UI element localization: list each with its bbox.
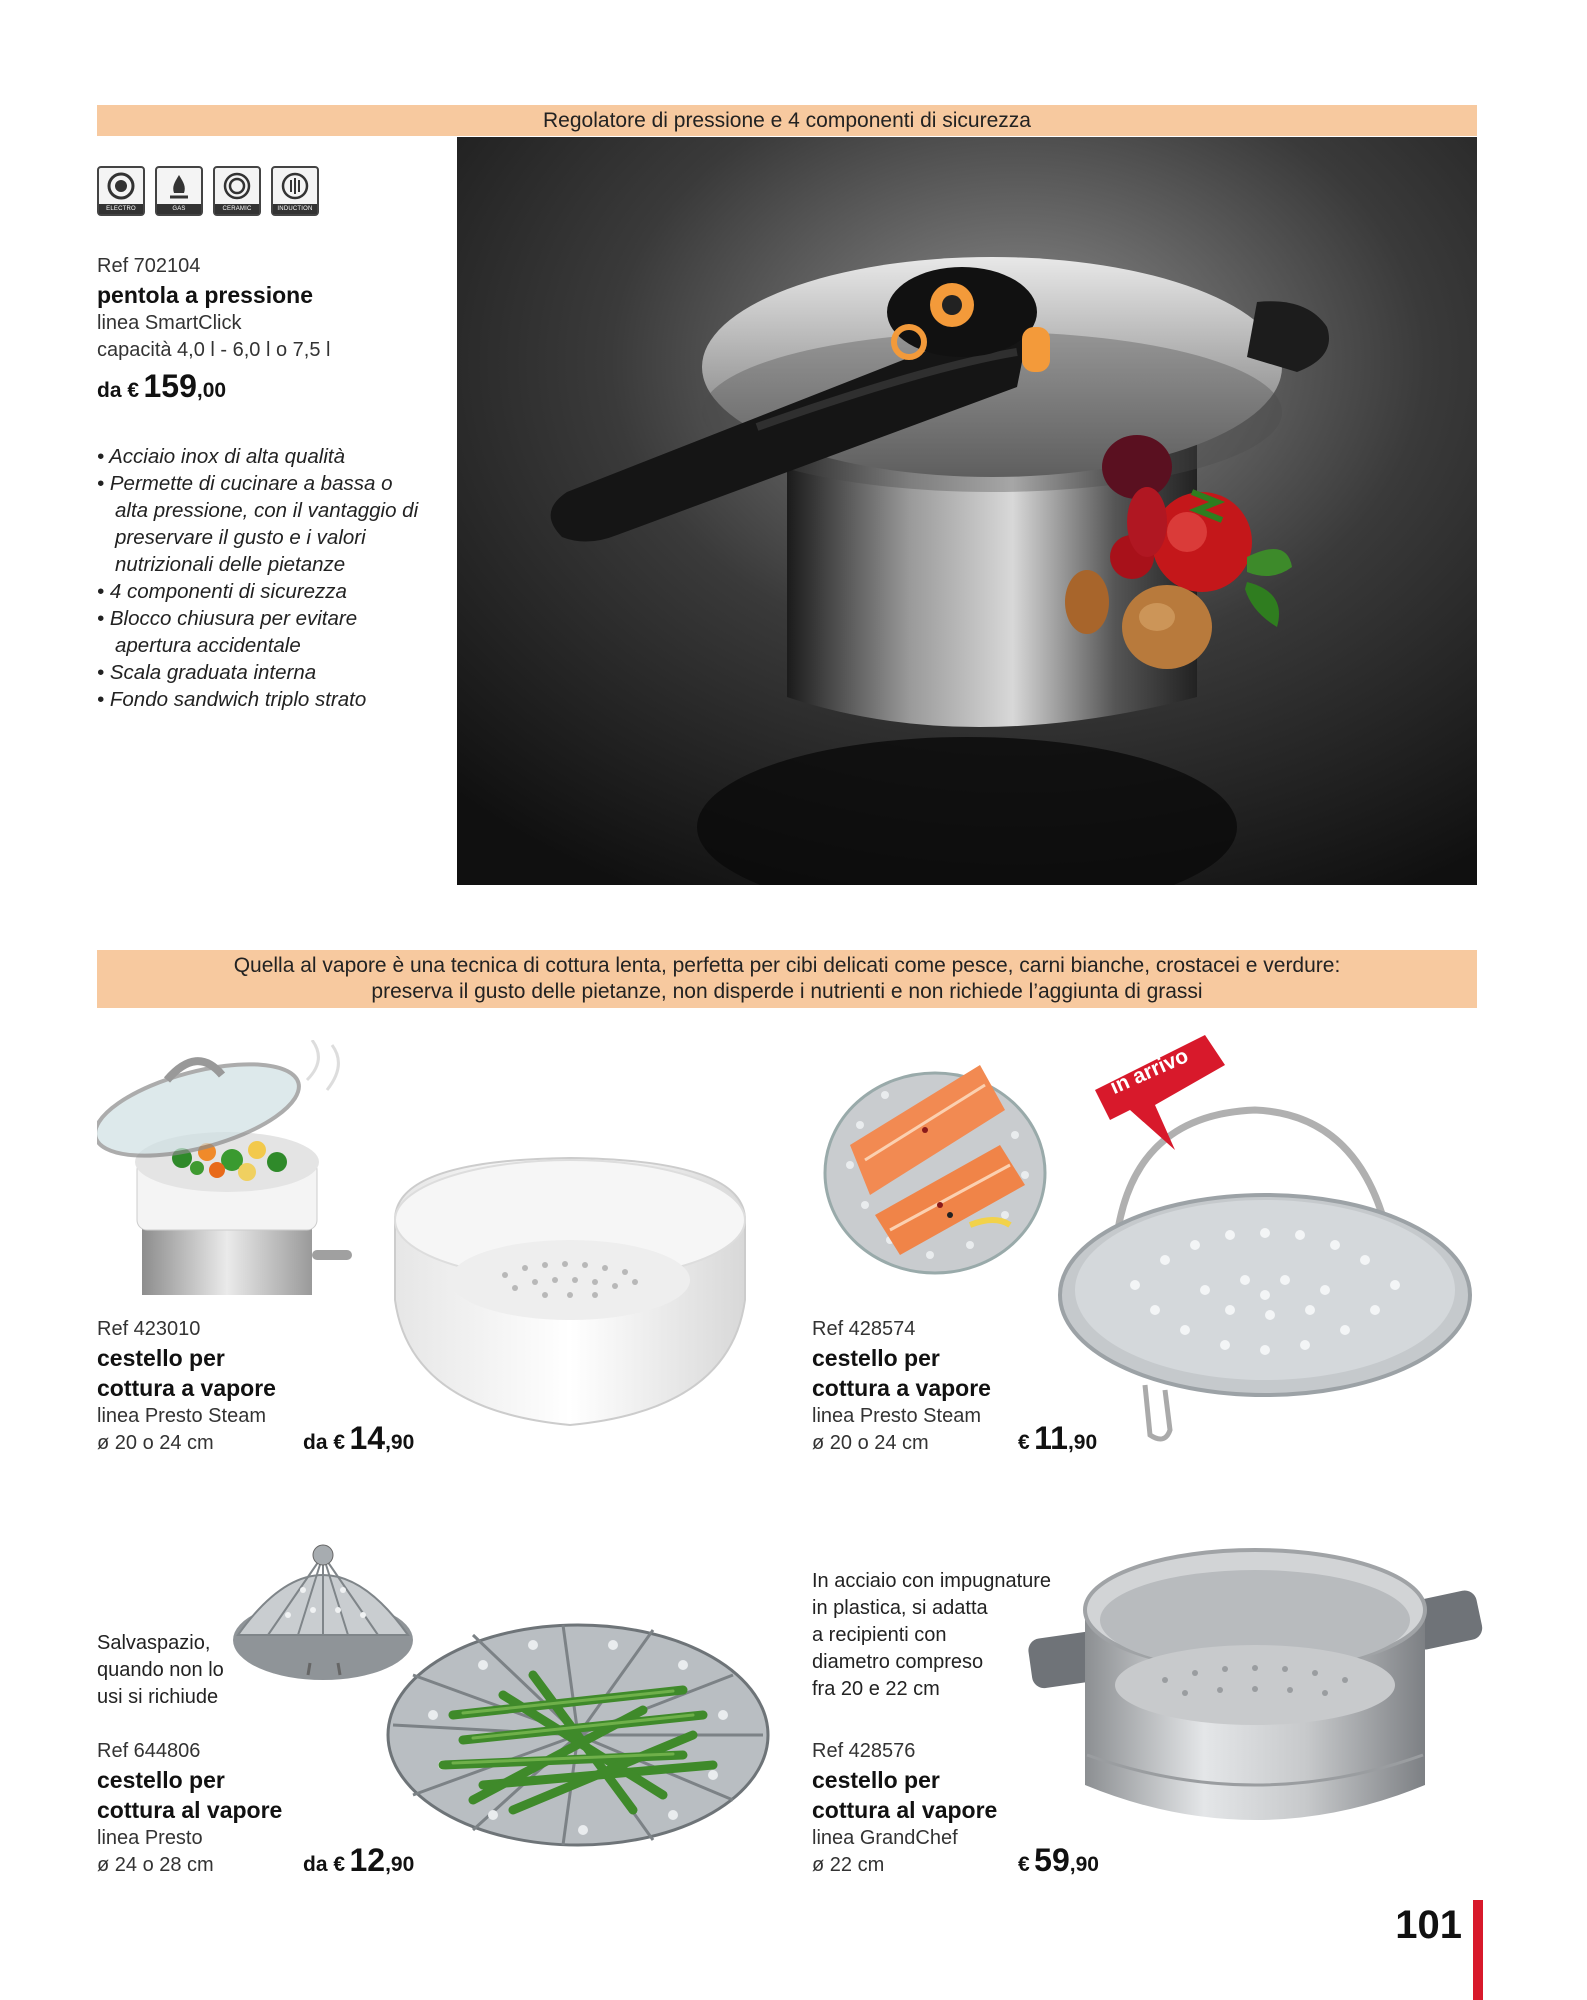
- open-steamer-green-beans-photo: [383, 1615, 773, 1855]
- section1-banner: Regolatore di pressione e 4 componenti di sicurezza: [97, 105, 1477, 136]
- product-line: linea Presto: [97, 1827, 203, 1849]
- product-title-line1: cestello per: [97, 1767, 225, 1793]
- product-title-line2: cottura a vapore: [812, 1375, 991, 1401]
- list-item: • Acciaio inox di alta qualità: [97, 445, 346, 468]
- product-3-price: da € 12,90: [303, 1842, 415, 1878]
- product-ref: Ref 644806: [97, 1740, 201, 1762]
- product-line: linea SmartClick: [97, 312, 242, 334]
- product-4-note: In acciaio con impugnature in plastica, si adatta a recipienti con diametro compreso fra 20 e 22 cm: [812, 1570, 1052, 1700]
- product-ref: Ref 702104: [97, 255, 201, 277]
- hob-icons: [97, 166, 327, 218]
- product-title-line1: cestello per: [97, 1345, 225, 1371]
- badge-label: in arrivo: [1106, 1044, 1192, 1099]
- product-size: ø 20 o 24 cm: [97, 1432, 214, 1454]
- list-item: • Permette di cucinare a bassa o alta pressione, con il vantaggio di preservare il gusto e i valori nutrizionali delle pietanze: [97, 472, 419, 576]
- product-size: ø 24 o 28 cm: [97, 1854, 214, 1876]
- white-steamer-basket-photo: [385, 1150, 755, 1440]
- product-4-price: € 59,90: [1018, 1842, 1099, 1878]
- list-item: • Fondo sandwich triplo strato: [97, 688, 367, 711]
- gas-icon: GAS: [155, 166, 203, 216]
- product-title-line2: cottura al vapore: [812, 1797, 998, 1823]
- product-ref: Ref 423010: [97, 1318, 201, 1340]
- list-item: • Scala graduata interna: [97, 661, 317, 684]
- salmon-plate-photo: [820, 1055, 1050, 1275]
- product-3-note: Salvaspazio, quando non lo usi si richiude: [97, 1632, 224, 1708]
- page-accent-bar: [1473, 1900, 1483, 2000]
- product-title-line2: cottura al vapore: [97, 1797, 283, 1823]
- list-item: • 4 componenti di sicurezza: [97, 580, 347, 603]
- product-title-line1: cestello per: [812, 1345, 940, 1371]
- product-capacity: capacità 4,0 l - 6,0 l o 7,5 l: [97, 339, 331, 361]
- pressure-cooker-info: [97, 255, 437, 405]
- page-number: 101: [1395, 1903, 1462, 1947]
- electro-icon: ELECTRO: [97, 166, 145, 216]
- product-line: linea Presto Steam: [97, 1405, 266, 1427]
- product-1-price: da € 14,90: [303, 1420, 415, 1456]
- ceramic-icon: CERAMIC: [213, 166, 261, 216]
- list-item: • Blocco chiusura per evitare apertura accidentale: [97, 607, 358, 657]
- product-ref: Ref 428576: [812, 1740, 916, 1762]
- product-line: linea Presto Steam: [812, 1405, 981, 1427]
- feature-bullets: [97, 443, 427, 713]
- product-2-price: € 11,90: [1018, 1420, 1098, 1456]
- section2-banner: Quella al vapore è una tecnica di cottura lenta, perfetta per cibi delicati come pesce, carni bianche, crostacei e verdure: preserva il gusto delle pietanze, non disperde i nutrienti e non richiede l’aggiunta di grassi: [97, 950, 1477, 1008]
- product-title-line1: cestello per: [812, 1767, 940, 1793]
- product-title: pentola a pressione: [97, 282, 314, 308]
- product-ref: Ref 428574: [812, 1318, 916, 1340]
- steamer-pot-photo: [97, 1040, 367, 1295]
- product-size: ø 22 cm: [812, 1854, 885, 1876]
- induction-icon: INDUCTION: [271, 166, 319, 216]
- product-line: linea GrandChef: [812, 1827, 958, 1849]
- coming-soon-badge: [1090, 1020, 1230, 1150]
- product-size: ø 20 o 24 cm: [812, 1432, 929, 1454]
- pressure-cooker-photo: [457, 137, 1477, 885]
- product-price: da € 159,00: [97, 368, 227, 404]
- product-title-line2: cottura a vapore: [97, 1375, 276, 1401]
